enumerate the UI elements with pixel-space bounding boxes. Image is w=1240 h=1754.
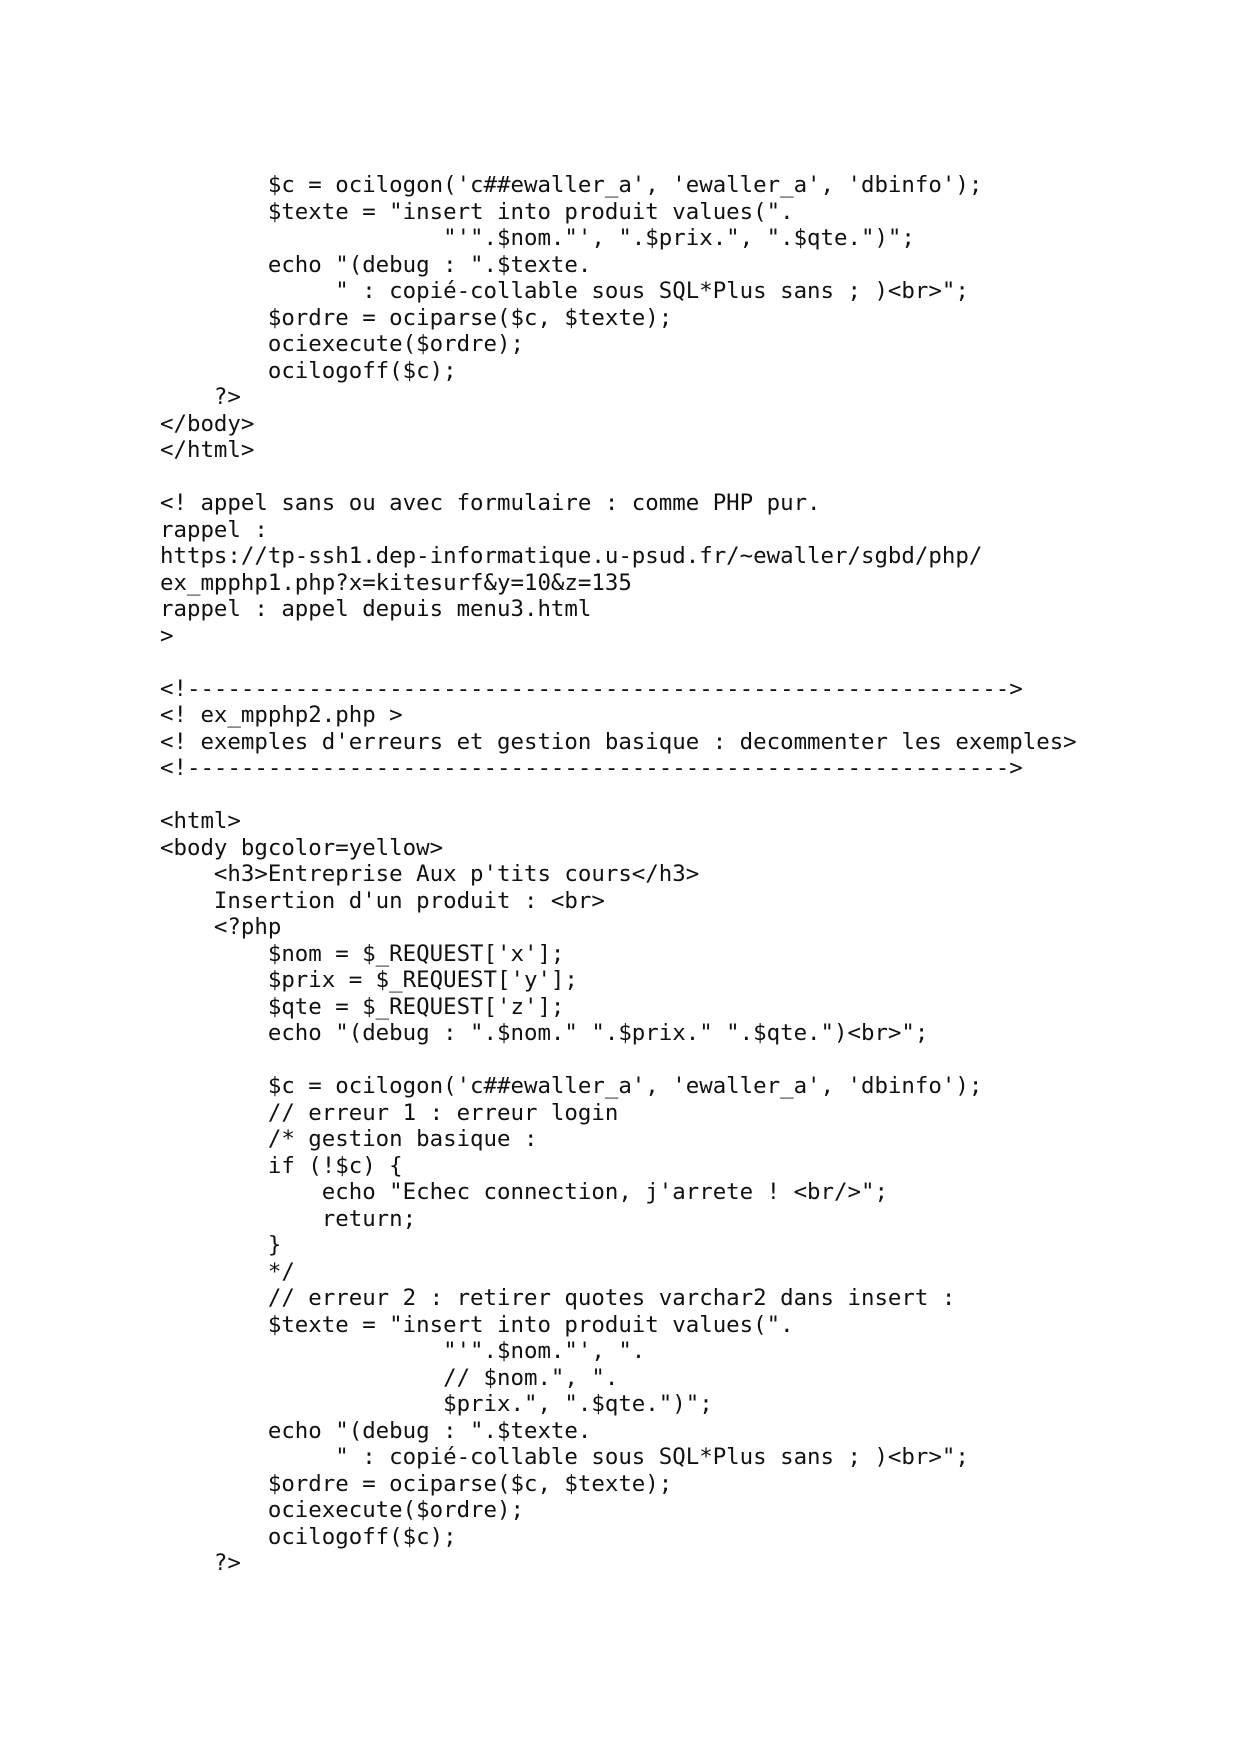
code-line: $nom = $_REQUEST['x']; <box>160 940 565 967</box>
code-line: ociexecute($ordre); <box>160 331 524 357</box>
code-line: // erreur 1 : erreur login <box>160 1099 619 1126</box>
code-line <box>160 1047 1160 1074</box>
code-line: $c = ocilogon('c##ewaller_a', 'ewaller_a', 'dbinfo'); <box>160 1073 983 1099</box>
code-line: $texte = "insert into produit values(". <box>160 1311 794 1338</box>
code-line: > <box>160 622 174 649</box>
code-line: <h3>Entreprise Aux p'tits cours</h3> <box>160 861 700 887</box>
code-line: $texte = "insert into produit values(". <box>160 198 794 225</box>
code-listing <box>160 172 1160 1577</box>
code-line: echo "Echec connection, j'arrete ! <br/>"; <box>160 1179 888 1205</box>
code-line: <! appel sans ou avec formulaire : comme PHP pur. <box>160 490 821 516</box>
code-line: ?> <box>160 1550 241 1576</box>
code-line: echo "(debug : ".$nom." ".$prix." ".$qte.")<br>"; <box>160 1020 929 1046</box>
code-line: "'".$nom."', ".$prix.", ".$qte.")"; <box>160 225 915 251</box>
code-line: */ <box>160 1258 295 1285</box>
code-line: </body> <box>160 410 255 437</box>
code-line: echo "(debug : ".$texte. <box>160 1417 592 1444</box>
code-line: <!-------------------------------------------------------------> <box>160 675 1023 702</box>
code-line: echo "(debug : ".$texte. <box>160 251 592 278</box>
code-line: " : copié-collable sous SQL*Plus sans ; )<br>"; <box>160 1444 969 1470</box>
code-line: $ordre = ociparse($c, $texte); <box>160 1470 673 1497</box>
code-line: ocilogoff($c); <box>160 357 457 384</box>
code-line: $prix.", ".$qte.")"; <box>160 1391 713 1417</box>
code-line: $c = ocilogon('c##ewaller_a', 'ewaller_a', 'dbinfo'); <box>160 172 983 198</box>
code-line: https://tp-ssh1.dep-informatique.u-psud.fr/~ewaller/sgbd/php/ <box>160 543 983 569</box>
code-line: <!-------------------------------------------------------------> <box>160 755 1023 781</box>
code-line: <html> <box>160 808 241 834</box>
code-line: // $nom.", ". <box>160 1364 619 1391</box>
code-line: <! exemples d'erreurs et gestion basique : decommenter les exemples> <box>160 728 1077 755</box>
code-line: <! ex_mpphp2.php > <box>160 702 403 728</box>
code-line: " : copié-collable sous SQL*Plus sans ; )<br>"; <box>160 278 969 304</box>
code-line: ociexecute($ordre); <box>160 1497 524 1523</box>
code-line: </html> <box>160 437 255 463</box>
code-line: "'".$nom."', ". <box>160 1338 646 1364</box>
code-line: $qte = $_REQUEST['z']; <box>160 993 565 1020</box>
code-line: rappel : <box>160 516 268 543</box>
code-line: rappel : appel depuis menu3.html <box>160 596 592 622</box>
code-line <box>160 649 1160 676</box>
code-line <box>160 782 1160 809</box>
code-line: ocilogoff($c); <box>160 1523 457 1550</box>
code-line: Insertion d'un produit : <br> <box>160 887 605 914</box>
code-line <box>160 464 1160 491</box>
code-line: <body bgcolor=yellow> <box>160 834 444 861</box>
code-line: if (!$c) { <box>160 1152 403 1179</box>
code-line: /* gestion basique : <box>160 1126 538 1152</box>
code-line: return; <box>160 1205 417 1232</box>
code-line: $ordre = ociparse($c, $texte); <box>160 304 673 331</box>
code-line: ex_mpphp1.php?x=kitesurf&y=10&z=135 <box>160 569 632 596</box>
code-line: <?php <box>160 914 282 940</box>
code-line: $prix = $_REQUEST['y']; <box>160 967 578 993</box>
code-line: ?> <box>160 384 241 410</box>
code-line: } <box>160 1232 282 1258</box>
code-line: // erreur 2 : retirer quotes varchar2 dans insert : <box>160 1285 956 1311</box>
